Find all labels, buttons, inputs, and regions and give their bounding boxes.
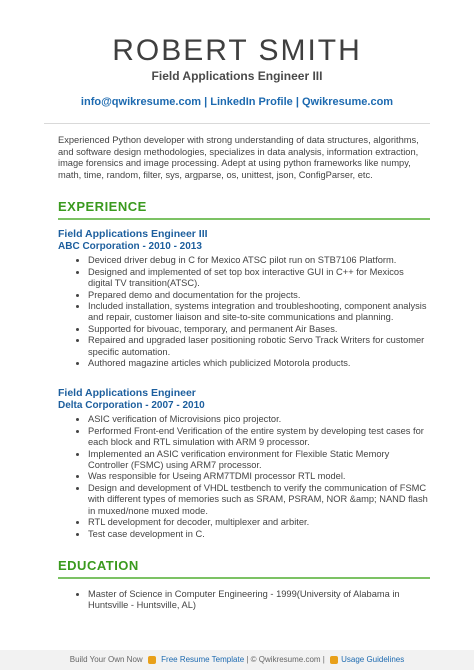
- contact-line: [0, 96, 474, 108]
- footer-separator: |: [320, 655, 328, 664]
- footer-separator: |: [244, 655, 251, 664]
- list-item: • Authored magazine articles which publicized Motorola products.: [88, 358, 430, 369]
- list-item: • Test case development in C.: [88, 529, 430, 540]
- job-company: ABC Corporation - 2010 - 2013: [58, 241, 202, 253]
- job-company: Delta Corporation - 2007 - 2010: [58, 400, 205, 412]
- education-heading: EDUCATION: [58, 557, 139, 573]
- job-title: Field Applications Engineer: [58, 387, 196, 400]
- candidate-title: Field Applications Engineer III: [151, 69, 323, 83]
- footer-prefix: Build Your Own Now: [69, 655, 143, 664]
- list-item: • Implemented an ASIC verification environment for Flexible Static Memory Controller (FSMC) using ARM7 processor.: [88, 449, 430, 472]
- list-item: • Supported for bivouac, temporary, and permanent Air Bases.: [88, 324, 430, 335]
- education-entry: [58, 589, 430, 612]
- header-divider: [44, 123, 430, 124]
- list-item: • Included installation, systems integration and troubleshooting, component analysis and repair, customer liaison and site-to-site communications and planning.: [88, 301, 430, 324]
- list-item: • Design and development of VHDL testbench to verify the communication of FSMC with different types of memories such as SRAM, PSRAM, NOR &amp; NAND flash in muxed/none muxed mode.: [88, 483, 430, 517]
- candidate-name: ROBERT SMITH: [112, 34, 362, 67]
- linkedin-link[interactable]: LinkedIn Profile: [210, 96, 293, 108]
- education-list: [58, 589, 430, 612]
- list-item: • Designed and implemented of set top box interactive GUI in C++ for Mexicos digital TV transition(ATSC).: [88, 267, 430, 290]
- job-entry: [58, 387, 430, 539]
- list-item: • Repaired and upgraded laser positioning robotic Servo Track Writers for customer specific automation.: [88, 335, 430, 358]
- experience-rule: [58, 218, 430, 220]
- list-item: • Prepared demo and documentation for the projects.: [88, 290, 430, 301]
- free-template-link[interactable]: Free Resume Template: [161, 655, 245, 664]
- contact-separator: |: [201, 96, 211, 108]
- job-bullets: [58, 255, 430, 369]
- list-item: • Deviced driver debug in C for Mexico ATSC pilot run on STB7106 Platform.: [88, 255, 430, 266]
- contact-separator: |: [292, 96, 302, 108]
- job-bullets: [58, 414, 430, 539]
- list-item: • RTL development for decoder, multiplexer and arbiter.: [88, 517, 430, 528]
- job-title: Field Applications Engineer III: [58, 228, 208, 241]
- list-item: • Was responsible for Useing ARM7TDMI processor RTL model.: [88, 471, 430, 482]
- usage-guidelines-link[interactable]: Usage Guidelines: [341, 655, 405, 664]
- resume-header: [0, 0, 474, 108]
- arrow-icon: [148, 656, 156, 664]
- list-item: • Master of Science in Computer Engineering - 1999(University of Alabama in Huntsville - Huntsville, AL): [88, 589, 430, 612]
- copyright-text: © Qwikresume.com: [250, 655, 321, 664]
- list-item: • Performed Front-end Verification of the entire system by developing test cases for each block and RTL simulation with ARM 9 processor.: [88, 426, 430, 449]
- email-link[interactable]: info@qwikresume.com: [80, 96, 202, 108]
- page-footer: [0, 650, 474, 670]
- website-link[interactable]: Qwikresume.com: [301, 96, 394, 108]
- job-entry: [58, 228, 430, 369]
- arrow-icon: [330, 656, 338, 664]
- profile-summary: Experienced Python developer with strong understanding of data structures, algorithms, and software design methodologies, specializes in data analysis, information extraction, image forensics and image processing. Adept at using python frameworks like numpy, math, time, random, filter, sys, argparse, os, unittest, json, ConfigParser, etc.: [58, 135, 419, 180]
- education-rule: [58, 577, 430, 579]
- list-item: • ASIC verification of Microvisions pico projector.: [88, 414, 430, 425]
- experience-heading: EXPERIENCE: [58, 199, 147, 215]
